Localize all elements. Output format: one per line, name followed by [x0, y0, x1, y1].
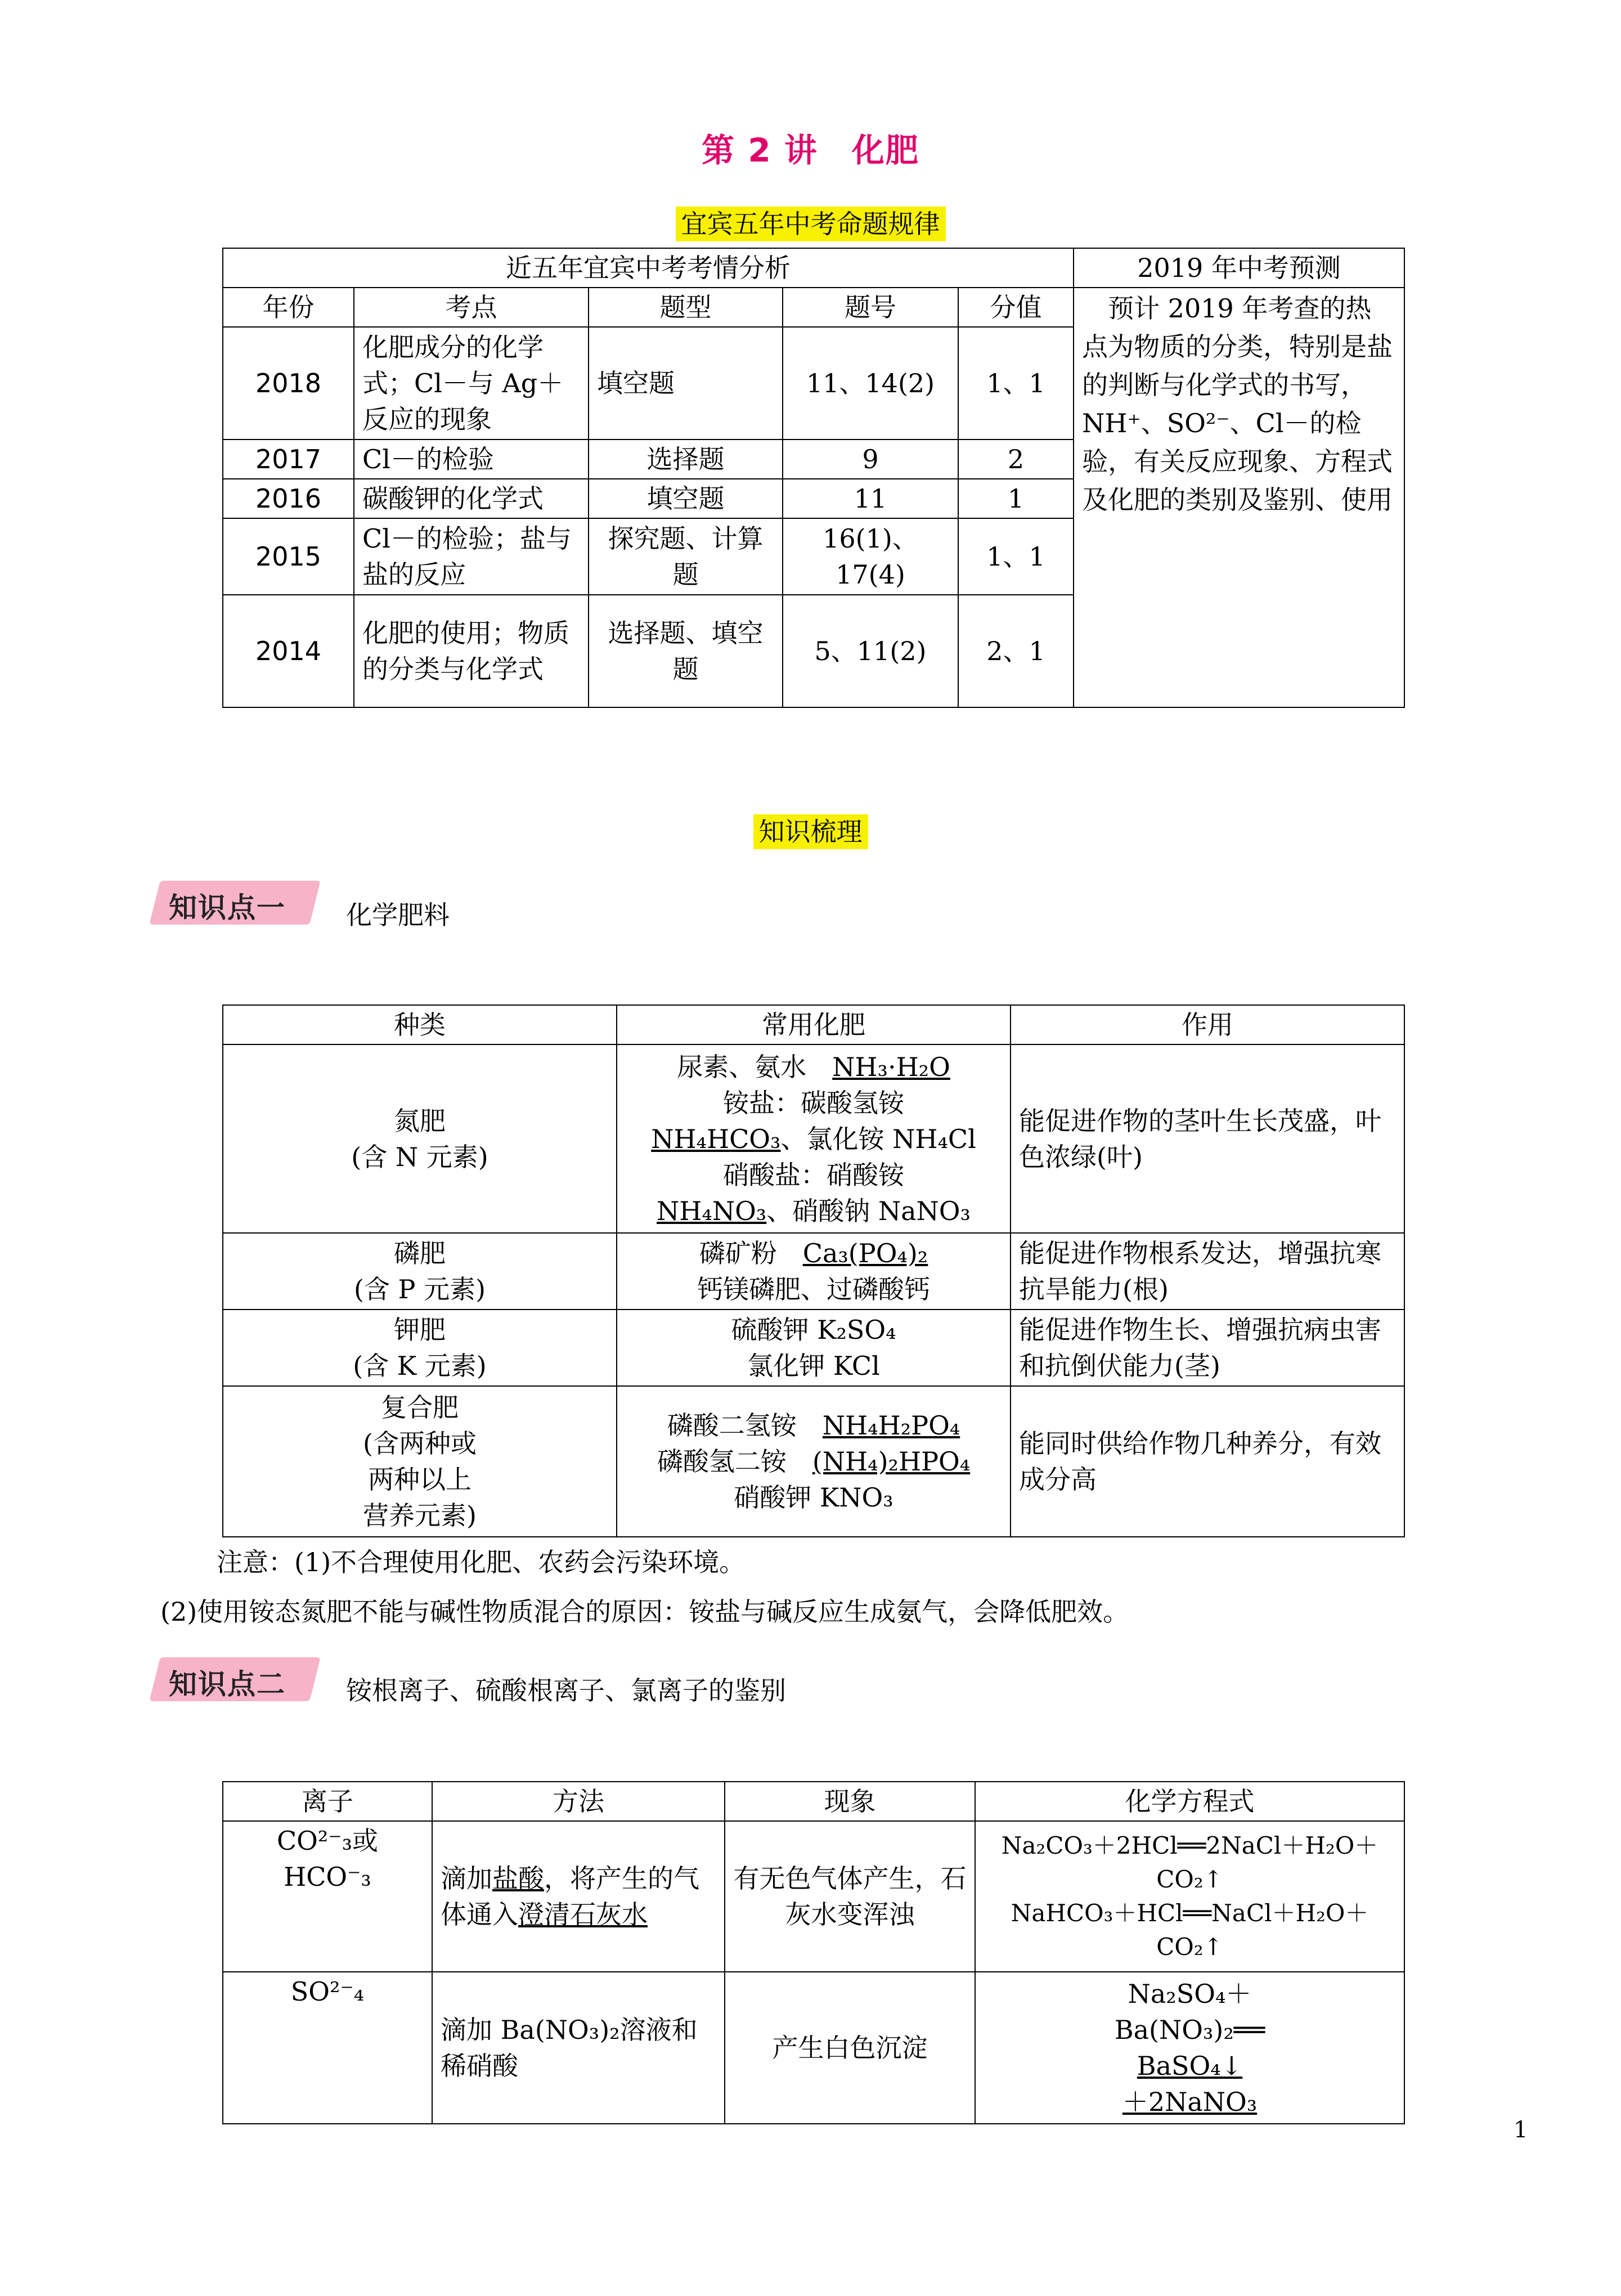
analysis-header: 近五年宜宾中考考情分析 [223, 248, 1074, 288]
col-method: 方法 [432, 1782, 725, 1821]
answer-blank: 盐酸 [492, 1863, 544, 1894]
answer-blank: ＋2NaNO₃ [1122, 2087, 1258, 2117]
col-number: 题号 [783, 288, 958, 327]
table-row: CO²⁻₃或 HCO⁻₃ 滴加盐酸，将产生的气体通入澄清石灰水 有无色气体产生，石灰水变浑浊 Na₂CO₃＋2HCl══2NaCl＋H₂O＋CO₂↑ NaHCO₃＋HCl══NaCl＋H₂O＋CO₂↑ [223, 1821, 1404, 1972]
col-phenomenon: 现象 [725, 1782, 975, 1821]
answer-blank: NH₄NO₃ [657, 1195, 767, 1226]
note-line-1: 注意：(1)不合理使用化肥、农药会污染环境。 [217, 1547, 746, 1577]
answer-blank: Ca₃(PO₄)₂ [802, 1238, 928, 1268]
table-row: 复合肥 (含两种或 两种以上 营养元素) 磷酸二氢铵 NH₄H₂PO₄ 磷酸氢二铵 (NH₄)₂HPO₄ 硝酸钾 KNO₃ 能同时供给作物几种养分，有效成分高 [223, 1386, 1404, 1537]
banner-text: 宜宾五年中考命题规律 [676, 207, 946, 241]
answer-blank: BaSO₄↓ [1137, 2051, 1243, 2081]
table-row: 2014 化肥的使用；物质的分类与化学式 选择题、填空题 5、11(2) 2、1 [223, 595, 1404, 707]
banner-text: 知识梳理 [753, 814, 868, 849]
knowledge-point-tag-2: 知识点二 [155, 1657, 318, 1701]
table-row: 2015 Cl－的检验；盐与盐的反应 探究题、计算题 16(1)、17(4) 1、1 [223, 518, 1404, 595]
page-title: 第 2 讲 化肥 [702, 131, 919, 169]
col-effect: 作用 [1011, 1005, 1404, 1044]
prediction-header: 2019 年中考预测 [1074, 248, 1404, 288]
knowledge-point-tag-1: 知识点一 [155, 881, 318, 925]
table-row: SO²⁻₄ 滴加 Ba(NO₃)₂溶液和稀硝酸 产生白色沉淀 Na₂SO₄＋ Ba(NO₃)₂══ BaSO₄↓ ＋2NaNO₃ [223, 1972, 1404, 2124]
table-row: 2017 Cl－的检验 选择题 9 2 [223, 440, 1404, 479]
col-fertilizer: 常用化肥 [617, 1005, 1011, 1044]
table-row: 磷肥 (含 P 元素) 磷矿粉 Ca₃(PO₄)₂ 钙镁磷肥、过磷酸钙 能促进作物根系发达，增强抗寒抗旱能力(根) [223, 1233, 1404, 1310]
answer-blank: NH₄H₂PO₄ [822, 1410, 960, 1441]
knowledge-point-title-2: 铵根离子、硫酸根离子、氯离子的鉴别 [346, 1675, 786, 1706]
answer-blank: NH₃·H₂O [832, 1051, 950, 1082]
table-row: 2016 碳酸钾的化学式 填空题 11 1 [223, 479, 1404, 518]
col-ion: 离子 [223, 1782, 432, 1821]
col-year: 年份 [223, 288, 354, 327]
col-equation: 化学方程式 [975, 1782, 1404, 1821]
exam-analysis-table [222, 248, 1405, 708]
answer-blank: NH₄HCO₃ [651, 1123, 781, 1154]
answer-blank: 澄清石灰水 [518, 1899, 648, 1930]
table-row: 钾肥 (含 K 元素) 硫酸钾 K₂SO₄ 氯化钾 KCl 能促进作物生长、增强抗病虫害和抗倒伏能力(茎) [223, 1310, 1404, 1386]
ion-identification-table [222, 1781, 1405, 2124]
table-row: 氮肥 (含 N 元素) 尿素、氨水 NH₃·H₂O 铵盐：碳酸氢铵 NH₄HCO₃、氯化铵 NH₄Cl 硝酸盐：硝酸铵 NH₄NO₃、硝酸钠 NaNO₃ 能促进作物的茎叶生长茂盛，叶色浓绿(叶) [223, 1044, 1404, 1233]
prediction-text: 预计 2019 年考查的热点为物质的分类，特别是盐的判断与化学式的书写，NH⁺、SO²⁻、Cl－的检验，有关反应现象、方程式及化肥的类别及鉴别、使用 [1074, 288, 1404, 707]
note-line-2: (2)使用铵态氮肥不能与碱性物质混合的原因：铵盐与碱反应生成氨气，会降低肥效。 [160, 1597, 1129, 1627]
table-row: 2018 化肥成分的化学式；Cl－与 Ag＋反应的现象 填空题 11、14(2) 1、1 [223, 327, 1404, 440]
col-type: 题型 [589, 288, 783, 327]
col-score: 分值 [958, 288, 1074, 327]
page-number: 1 [1514, 2117, 1528, 2143]
answer-blank: (NH₄)₂HPO₄ [812, 1446, 971, 1477]
section-banner-exam-rules [0, 204, 1621, 241]
col-kind: 种类 [223, 1005, 617, 1044]
section-banner-knowledge [0, 811, 1621, 849]
col-topic: 考点 [354, 288, 589, 327]
knowledge-point-title-1: 化学肥料 [346, 900, 450, 930]
fertilizer-table [222, 1004, 1405, 1537]
